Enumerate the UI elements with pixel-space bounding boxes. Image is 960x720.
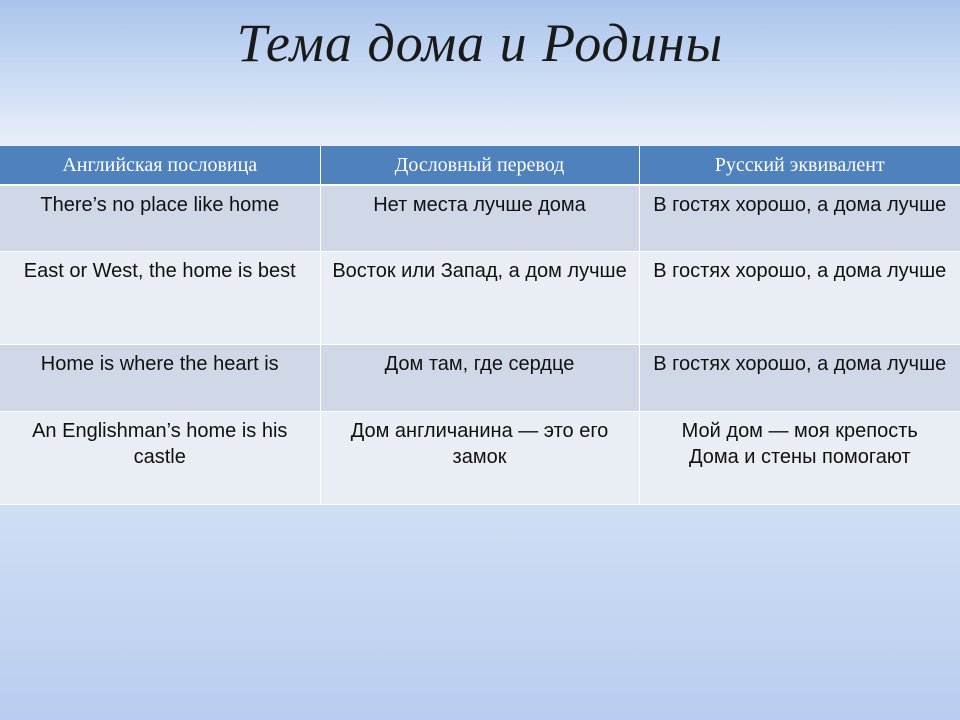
equivalent-line: В гостях хорошо, а дома лучше: [653, 194, 947, 216]
equivalent-line: Мой дом — моя крепость: [681, 420, 918, 442]
proverbs-table: [0, 146, 960, 505]
cell-literal: Нет места лучше дома: [320, 185, 639, 252]
cell-literal: Восток или Запад, а дом лучше: [320, 252, 639, 345]
cell-english: There’s no place like home: [0, 185, 320, 252]
cell-equivalent: [639, 345, 960, 412]
table-row: [0, 345, 960, 412]
table-row: [0, 252, 960, 345]
equivalent-line: В гостях хорошо, а дома лучше: [653, 353, 947, 375]
table-header-row: [0, 146, 960, 185]
cell-equivalent: [639, 412, 960, 505]
cell-english: Home is where the heart is: [0, 345, 320, 412]
table-row: [0, 185, 960, 252]
proverbs-table-container: [0, 146, 960, 505]
cell-equivalent: [639, 252, 960, 345]
cell-english: East or West, the home is best: [0, 252, 320, 345]
header-english-proverb: Английская пословица: [0, 146, 320, 185]
table-row: [0, 412, 960, 505]
header-russian-equivalent: Русский эквивалент: [639, 146, 960, 185]
cell-literal: Дом англичанина — это его замок: [320, 412, 639, 505]
equivalent-line: В гостях хорошо, а дома лучше: [653, 260, 947, 282]
equivalent-line: Дома и стены помогают: [688, 446, 911, 468]
cell-literal: Дом там, где сердце: [320, 345, 639, 412]
slide-title: Тема дома и Родины: [236, 13, 724, 73]
cell-english: An Englishman’s home is his castle: [0, 412, 320, 505]
cell-equivalent: [639, 185, 960, 252]
header-literal-translation: Дословный перевод: [320, 146, 639, 185]
